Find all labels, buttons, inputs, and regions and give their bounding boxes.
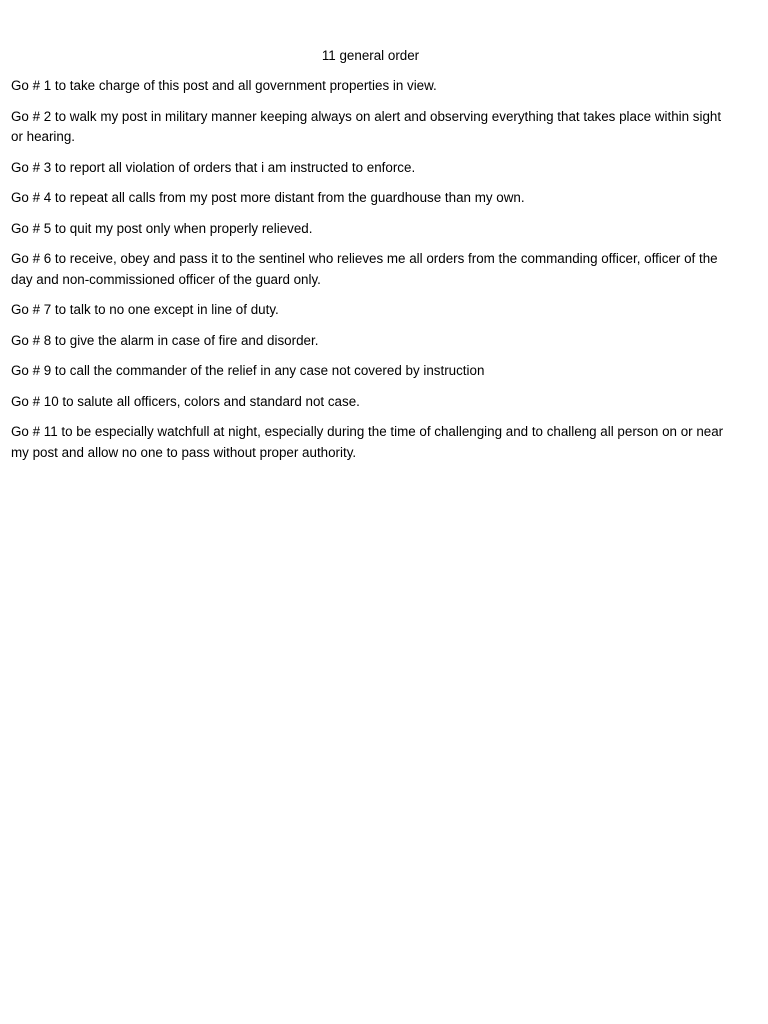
document-title: 11 general order — [321, 48, 420, 63]
general-order-11: Go # 11 to be especially watchfull at night, especially during the time of challenging and to challeng all person on or near my post and allow no one to pass without proper authority. — [11, 424, 724, 460]
general-order-5: Go # 5 to quit my post only when properly relieved. — [11, 220, 313, 236]
general-order-10: Go # 10 to salute all officers, colors and standard not case. — [11, 393, 360, 409]
general-order-1: Go # 1 to take charge of this post and all government properties in view. — [11, 78, 437, 93]
general-order-9: Go # 9 to call the commander of the relief in any case not covered by instruction — [11, 363, 485, 378]
general-orders-list — [11, 76, 730, 463]
general-order-8: Go # 8 to give the alarm in case of fire and disorder. — [11, 332, 319, 348]
general-order-3: Go # 3 to report all violation of orders that i am instructed to enforce. — [11, 159, 416, 175]
general-order-2: Go # 2 to walk my post in military manner keeping always on alert and observing everything that takes place within sight or hearing. — [11, 108, 722, 144]
general-order-7: Go # 7 to talk to no one except in line of duty. — [11, 302, 279, 317]
general-order-6: Go # 6 to receive, obey and pass it to the sentinel who relieves me all orders from the commanding officer, officer of the day and non-commissioned officer of the guard only. — [11, 251, 718, 287]
general-order-4: Go # 4 to repeat all calls from my post more distant from the guardhouse than my own. — [11, 190, 525, 205]
